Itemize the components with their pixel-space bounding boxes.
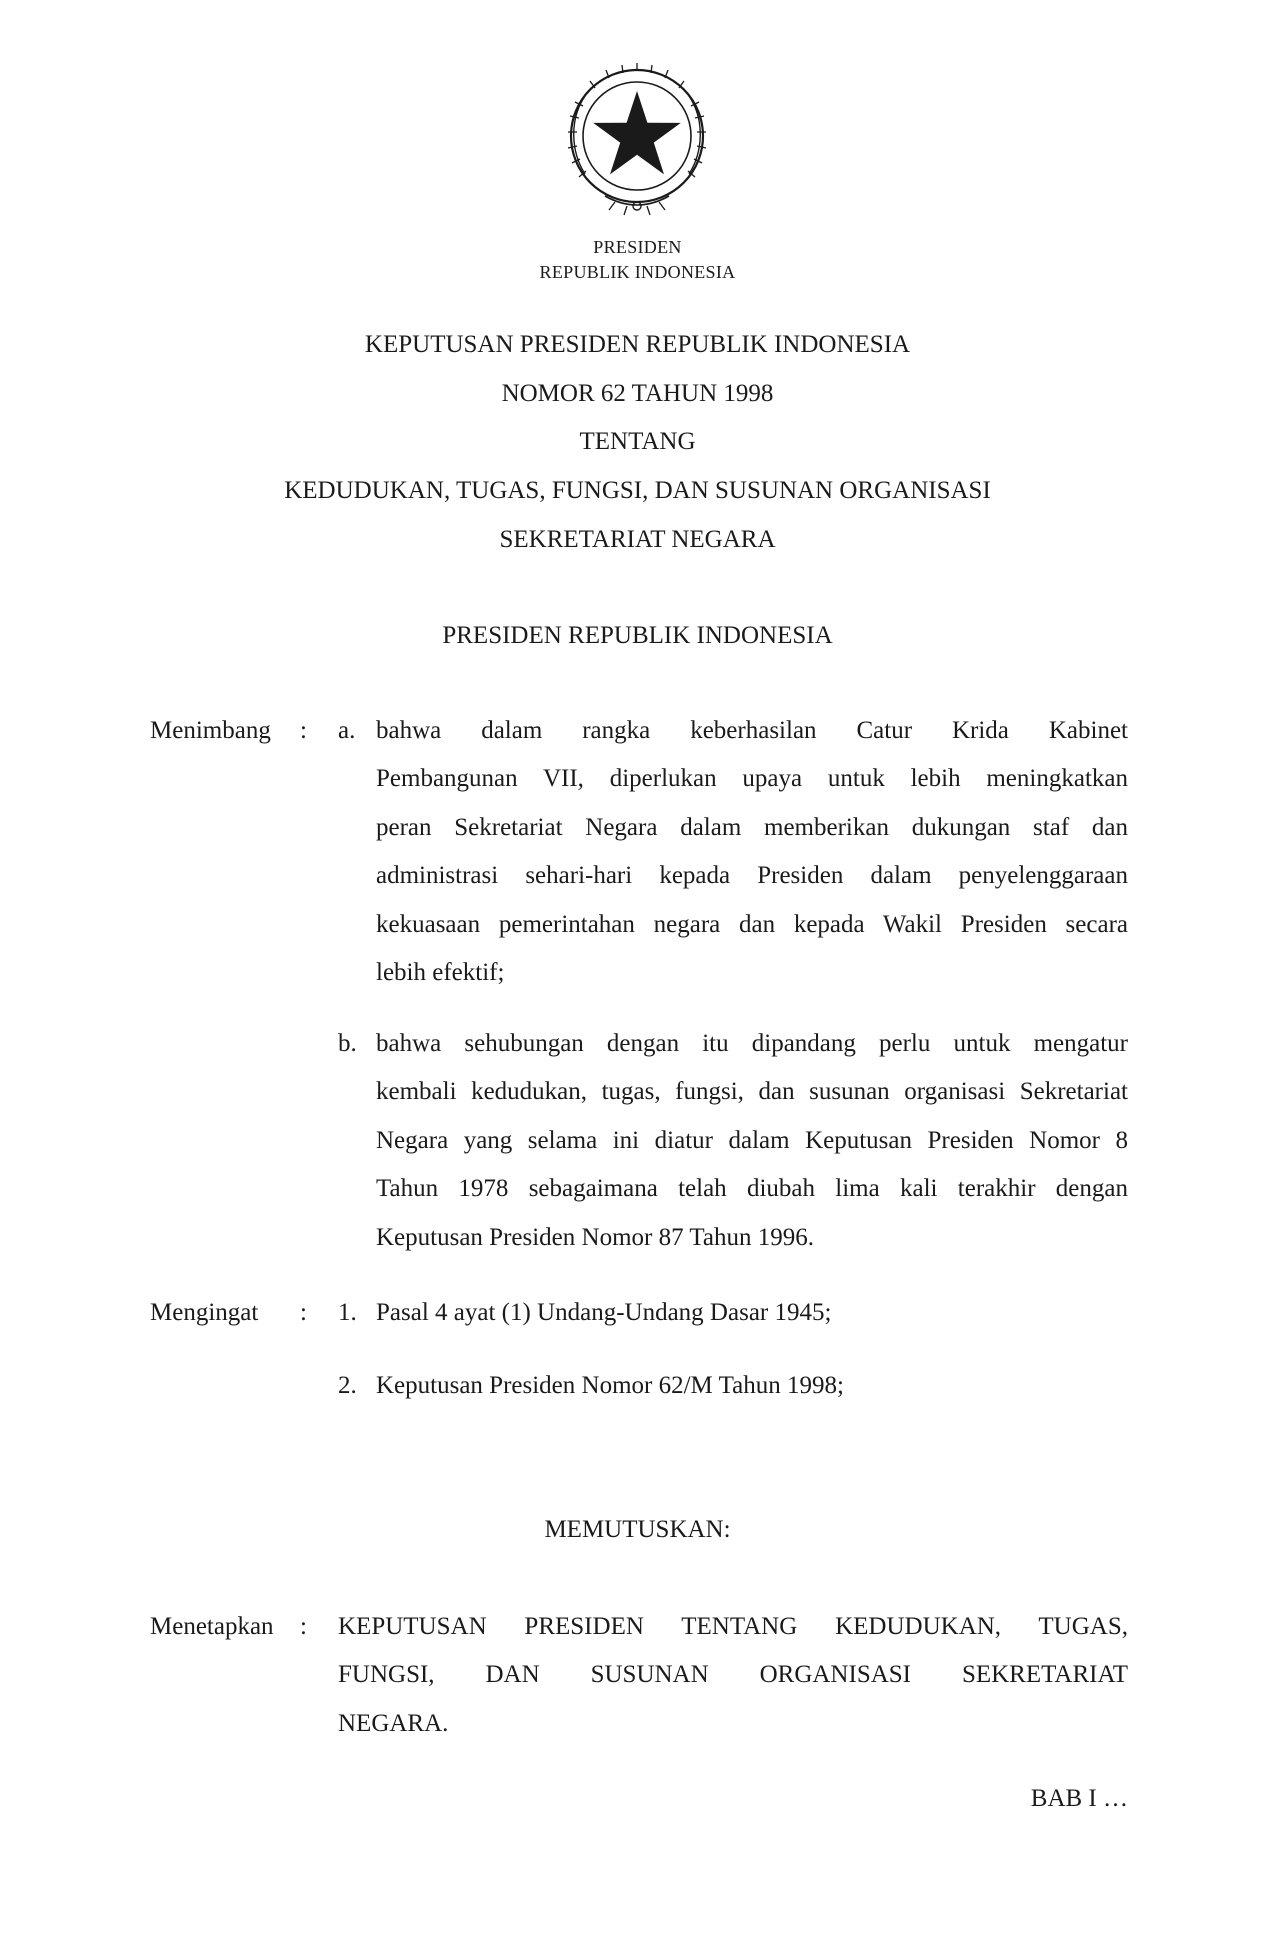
mengingat-item-2-text	[376, 1362, 1128, 1410]
mengingat-item-1-text	[376, 1289, 1128, 1337]
decree-about: TENTANG	[579, 428, 696, 455]
office-line-1: PRESIDEN	[593, 237, 682, 257]
text-line: Keputusan Presiden Nomor 87 Tahun 1996.	[376, 1223, 815, 1251]
text-line: kembali kedudukan, tugas, fungsi, dan susunan organisasi Sekretariat	[376, 1078, 1128, 1106]
text-line: administrasi sehari-hari kepada Presiden dalam penyelenggaraan	[376, 862, 1128, 890]
decree-number: NOMOR 62 TAHUN 1998	[501, 380, 774, 407]
menetapkan-label: Menetapkan	[150, 1613, 274, 1640]
menetapkan-text	[338, 1603, 1128, 1748]
memutuskan-heading: MEMUTUSKAN:	[544, 1516, 731, 1543]
menetapkan-colon: :	[300, 1613, 307, 1640]
menimbang-item-a-text	[376, 707, 1128, 997]
text-line: Keputusan Presiden Nomor 62/M Tahun 1998;	[376, 1372, 844, 1399]
menimbang-item-b-text	[376, 1020, 1128, 1262]
text-line: Negara yang selama ini diatur dalam Keputusan Presiden Nomor 8	[376, 1126, 1128, 1154]
office-line-2: REPUBLIK INDONESIA	[539, 262, 736, 282]
text-line: bahwa sehubungan dengan itu dipandang perlu untuk mengatur	[376, 1030, 1128, 1057]
text-line: NEGARA.	[338, 1709, 449, 1737]
text-line: Pembangunan VII, diperlukan upaya untuk lebih meningkatkan	[376, 765, 1128, 793]
menimbang-item-a-marker: a.	[338, 717, 356, 744]
text-line: lebih efektif;	[376, 958, 505, 986]
mengingat-item-2-marker: 2.	[338, 1372, 357, 1399]
presidential-seal-icon	[555, 56, 719, 222]
issuer-heading: PRESIDEN REPUBLIK INDONESIA	[442, 622, 833, 649]
mengingat-label: Mengingat	[150, 1299, 259, 1326]
menimbang-item-b-marker: b.	[338, 1030, 357, 1057]
mengingat-item-1-marker: 1.	[338, 1299, 357, 1326]
menimbang-colon: :	[300, 717, 307, 744]
decree-subject-line-1: KEDUDUKAN, TUGAS, FUNGSI, DAN SUSUNAN ORGANISASI	[284, 477, 991, 504]
mengingat-colon: :	[300, 1299, 307, 1326]
next-page-continuation: BAB I …	[1030, 1785, 1128, 1812]
text-line: peran Sekretariat Negara dalam memberikan dukungan staf dan	[376, 813, 1128, 841]
text-line: FUNGSI, DAN SUSUNAN ORGANISASI SEKRETARIAT	[338, 1661, 1128, 1689]
text-line: bahwa dalam rangka keberhasilan Catur Krida Kabinet	[376, 717, 1128, 744]
text-line: KEPUTUSAN PRESIDEN TENTANG KEDUDUKAN, TUGAS,	[338, 1613, 1128, 1640]
text-line: Tahun 1978 sebagaimana telah diubah lima kali terakhir dengan	[376, 1175, 1128, 1203]
text-line: Pasal 4 ayat (1) Undang-Undang Dasar 1945;	[376, 1299, 832, 1326]
text-line: kekuasaan pemerintahan negara dan kepada Wakil Presiden secara	[376, 910, 1128, 938]
decree-title: KEPUTUSAN PRESIDEN REPUBLIK INDONESIA	[364, 331, 911, 358]
decree-subject-line-2: SEKRETARIAT NEGARA	[499, 526, 776, 553]
menimbang-label: Menimbang	[150, 717, 271, 744]
